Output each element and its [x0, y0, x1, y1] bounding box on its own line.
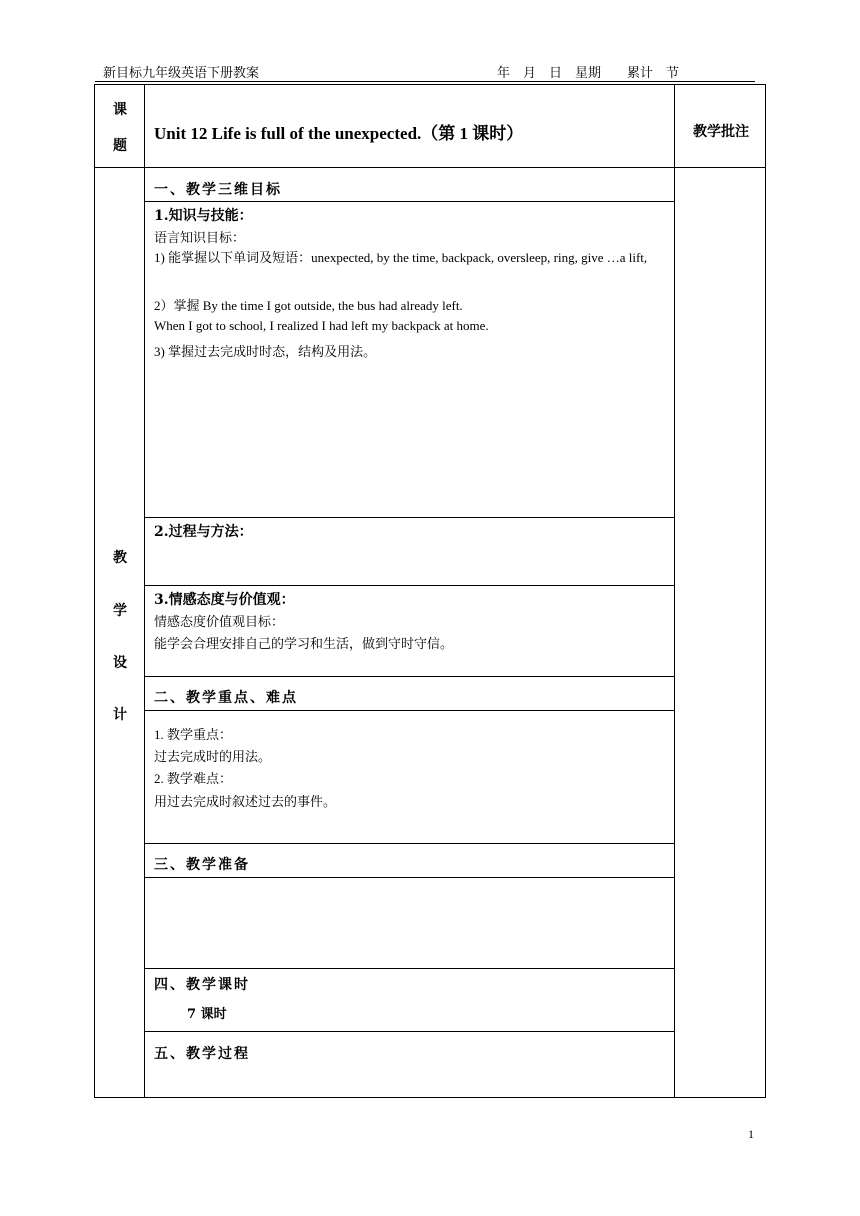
key-line-4: 用过去完成时叙述过去的事件。	[154, 794, 337, 809]
divider-7	[144, 877, 674, 878]
col-divider-left	[144, 85, 145, 1097]
knowledge-item-2: 2）掌握 By the time I got outside, the bus had already left.	[154, 298, 463, 313]
key-line-2: 过去完成时的用法。	[154, 749, 272, 764]
knowledge-item-2b: When I got to school, I realized I had left my backpack at home.	[154, 318, 489, 333]
key-line-3: 2. 教学难点：	[154, 771, 233, 786]
divider-2	[144, 517, 674, 518]
section-prep-title: 三、教学准备	[154, 857, 250, 873]
section-hours-title: 四、教学课时	[154, 977, 250, 993]
process-title: 2.过程与方法：	[154, 524, 253, 540]
topic-label-char-2: 题	[113, 138, 127, 154]
topic-label-char-1: 课	[113, 102, 127, 118]
divider-8	[144, 968, 674, 969]
divider-4	[144, 676, 674, 677]
design-label-char-2: 学	[113, 603, 127, 619]
emotion-sub: 情感态度价值观目标：	[154, 614, 285, 629]
design-label-char-1: 教	[113, 550, 127, 566]
divider-5	[144, 710, 674, 711]
notes-column-heading: 教学批注	[693, 124, 749, 140]
row-divider-topic	[95, 167, 765, 168]
section-procedure-title: 五、教学过程	[154, 1046, 250, 1062]
design-label-char-4: 计	[113, 707, 127, 723]
header-date-fields: 年 月 日 星期 累计 节	[497, 66, 680, 81]
design-label-char-3: 设	[113, 655, 127, 671]
emotion-title: 3.情感态度与价值观：	[154, 592, 295, 608]
page-number: 1	[748, 1127, 754, 1141]
header-title: 新目标九年级英语下册教案	[103, 66, 260, 81]
lesson-topic: Unit 12 Life is full of the unexpected.（第 1 课时）	[154, 124, 524, 143]
divider-6	[144, 843, 674, 844]
page-header	[0, 62, 860, 82]
col-divider-right	[674, 85, 675, 1097]
section-goals-title: 一、教学三维目标	[154, 182, 282, 198]
emotion-text: 能学会合理安排自己的学习和生活，做到守时守信。	[154, 636, 454, 651]
divider-1	[144, 201, 674, 202]
knowledge-sub: 语言知识目标：	[154, 230, 246, 245]
lesson-plan-table	[94, 84, 766, 1098]
divider-9	[144, 1031, 674, 1032]
header-rule	[95, 81, 755, 82]
knowledge-item-1: 1) 能掌握以下单词及短语：unexpected, by the time, backpack, oversleep, ring, give …a lift,	[154, 250, 648, 265]
key-line-1: 1. 教学重点：	[154, 727, 233, 742]
hours-value: 7 课时	[187, 1007, 227, 1022]
section-key-title: 二、教学重点、难点	[154, 690, 298, 706]
divider-3	[144, 585, 674, 586]
knowledge-title: 1.知识与技能：	[154, 208, 253, 224]
knowledge-item-3: 3) 掌握过去完成时时态，结构及用法。	[154, 344, 377, 359]
